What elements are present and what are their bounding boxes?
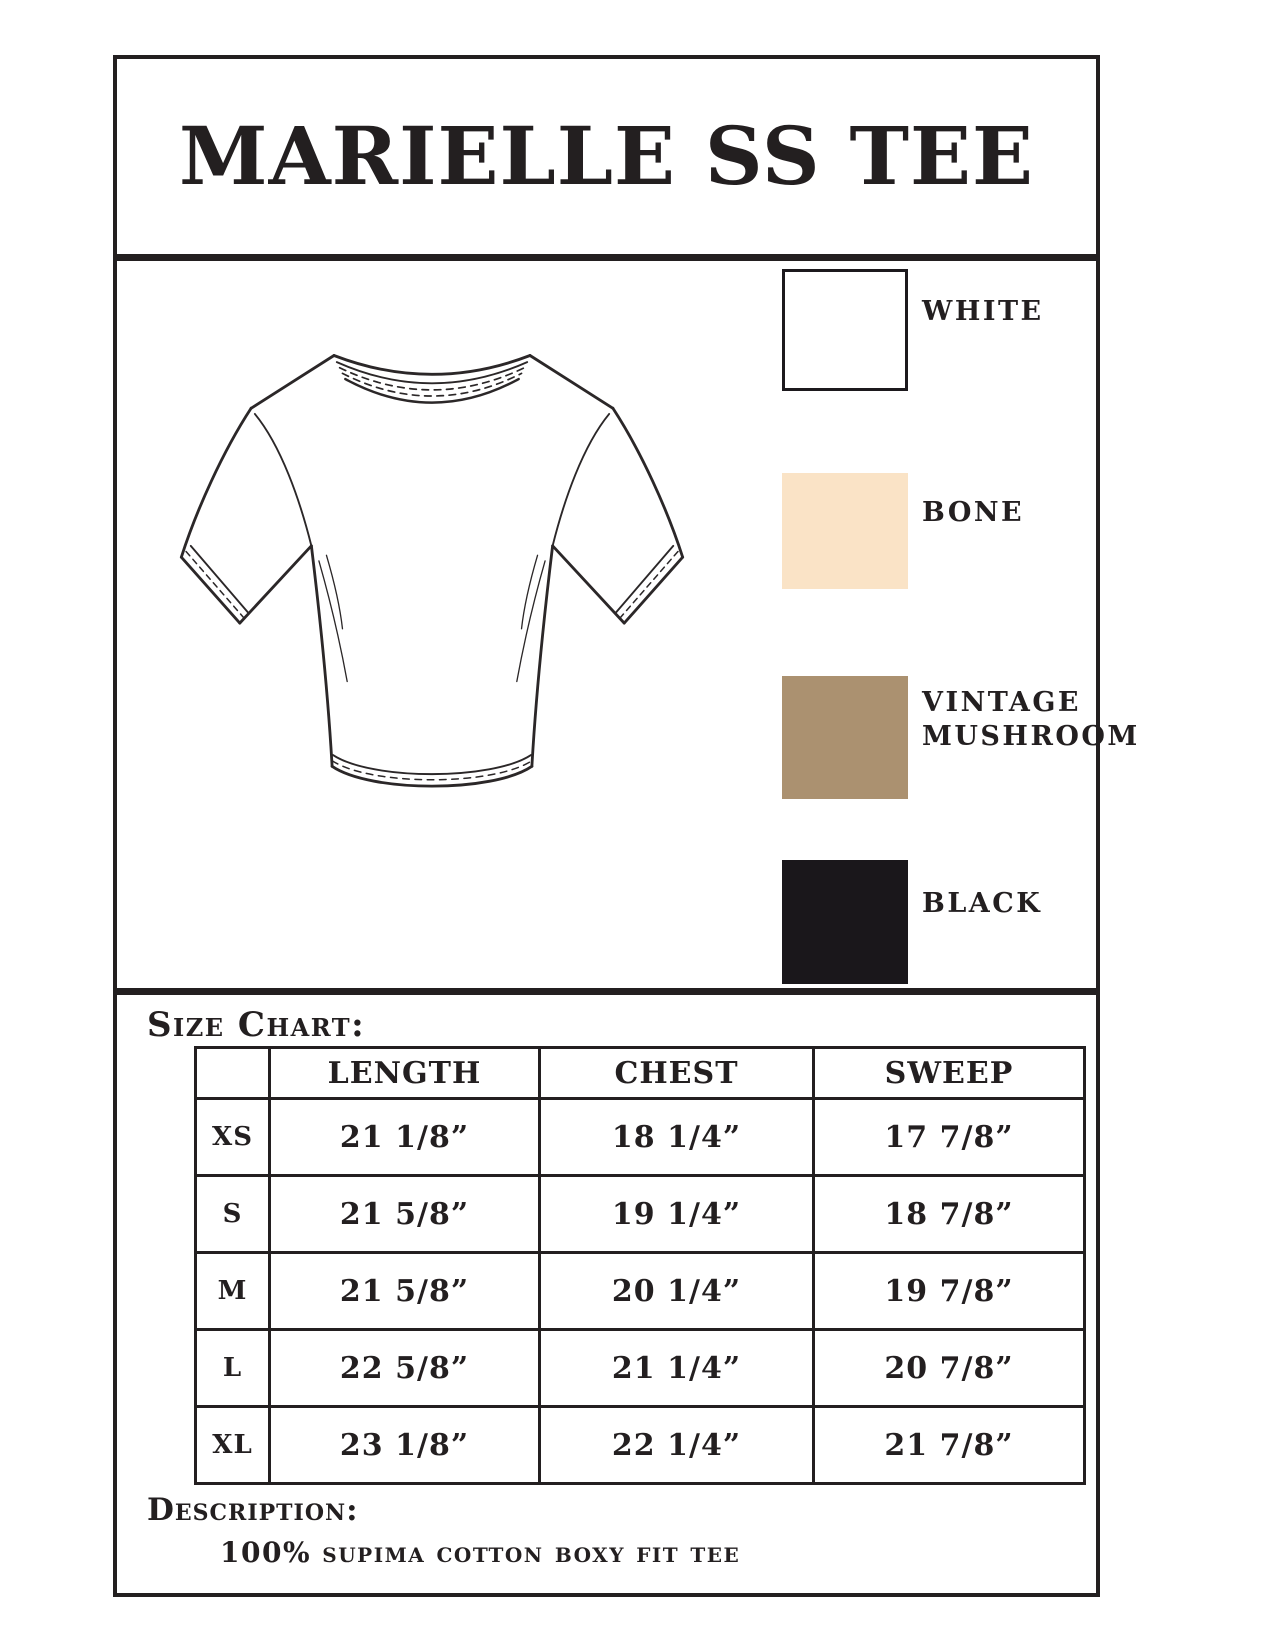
sweep-cell: 17 7/8” (814, 1099, 1085, 1176)
colorway-label: VINTAGE MUSHROOM (922, 686, 1140, 752)
chest-cell: 21 1/4” (540, 1330, 814, 1407)
illustration-section (113, 258, 1140, 992)
size-chart-header-row (196, 1048, 1085, 1099)
size-cell: XL (196, 1407, 270, 1484)
tshirt-back-sketch (168, 331, 696, 821)
table-row-l (196, 1330, 1085, 1407)
sweep-cell: 21 7/8” (814, 1407, 1085, 1484)
description-label: Description: (147, 1492, 359, 1528)
chest-cell: 19 1/4” (540, 1176, 814, 1253)
description-text: 100% supima cotton boxy fit tee (220, 1536, 741, 1569)
size-chart-label: Size Chart: (147, 1005, 366, 1045)
length-cell: 23 1/8” (270, 1407, 540, 1484)
size-cell: L (196, 1330, 270, 1407)
chest-cell: 20 1/4” (540, 1253, 814, 1330)
sweep-cell: 18 7/8” (814, 1176, 1085, 1253)
table-row-s (196, 1176, 1085, 1253)
size-chart-table (194, 1046, 1086, 1485)
colorways-list (782, 261, 1140, 987)
length-cell: 21 1/8” (270, 1099, 540, 1176)
color-swatch-bone (782, 473, 908, 589)
size-cell: XS (196, 1099, 270, 1176)
length-cell: 21 5/8” (270, 1176, 540, 1253)
title-section (113, 55, 1100, 258)
colorway-item (782, 269, 1102, 391)
color-swatch-white (782, 269, 908, 391)
column-header-sweep: SWEEP (814, 1048, 1085, 1099)
colorway-label: WHITE (922, 296, 1044, 328)
size-cell: M (196, 1253, 270, 1330)
sweep-cell: 19 7/8” (814, 1253, 1085, 1330)
chest-cell: 18 1/4” (540, 1099, 814, 1176)
size-cell: S (196, 1176, 270, 1253)
column-header-length: LENGTH (270, 1048, 540, 1099)
colorway-item (782, 860, 1102, 984)
description-block (147, 1492, 740, 1569)
size-chart-section (113, 992, 1100, 1597)
length-cell: 22 5/8” (270, 1330, 540, 1407)
sweep-cell: 20 7/8” (814, 1330, 1085, 1407)
length-cell: 21 5/8” (270, 1253, 540, 1330)
colorway-item (782, 473, 1102, 589)
colorway-label: BLACK (922, 888, 1043, 920)
corner-cell (196, 1048, 270, 1099)
table-row-xs (196, 1099, 1085, 1176)
chest-cell: 22 1/4” (540, 1407, 814, 1484)
product-title: MARIELLE SS TEE (179, 109, 1034, 203)
table-row-m (196, 1253, 1085, 1330)
colorway-item (782, 676, 1140, 799)
table-row-xl (196, 1407, 1085, 1484)
colorway-label: BONE (922, 497, 1025, 529)
color-swatch-vintage-mushroom (782, 676, 908, 799)
column-header-chest: CHEST (540, 1048, 814, 1099)
color-swatch-black (782, 860, 908, 984)
